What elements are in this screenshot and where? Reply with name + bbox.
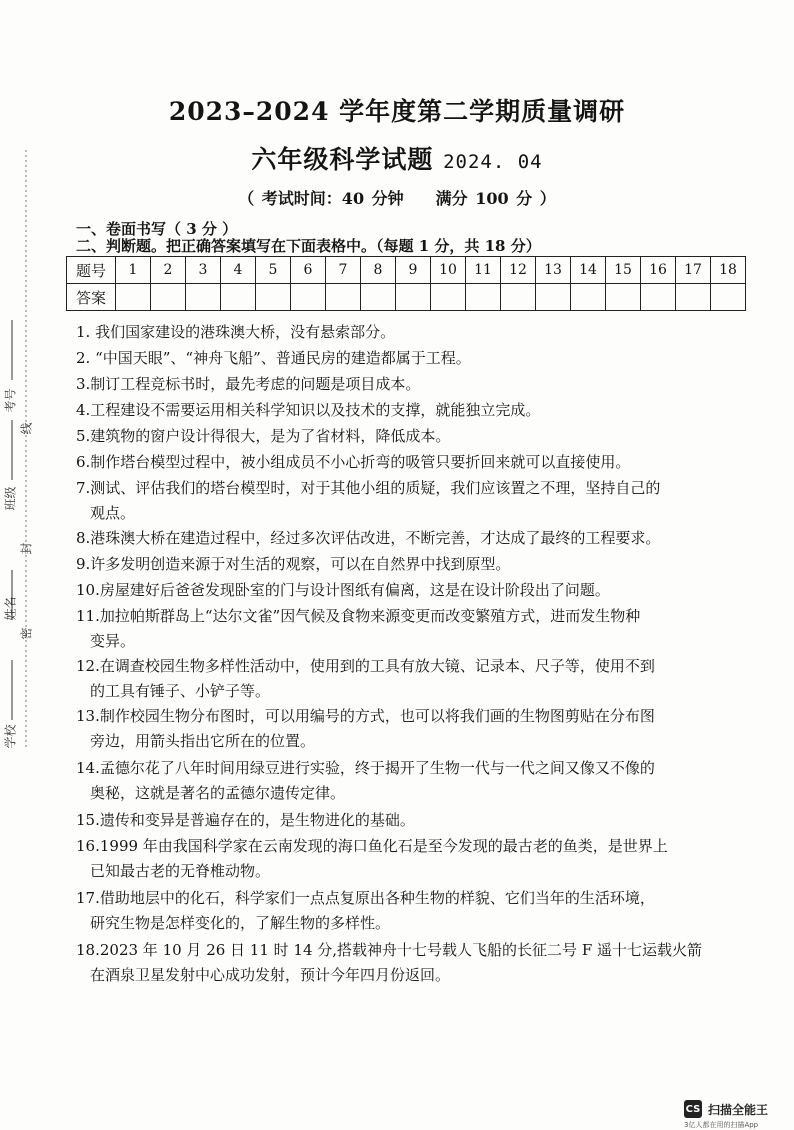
binding-name: 姓名: [3, 596, 18, 621]
question-17: [76, 886, 776, 936]
question-text: 2. “中国天眼”、“神舟飞船”、普通民房的建造都属于工程。: [76, 349, 471, 367]
table-cell-number: 18: [711, 257, 746, 284]
answer-cell[interactable]: [326, 284, 361, 311]
answer-cell[interactable]: [116, 284, 151, 311]
question-text: 5.建筑物的窗户设计得很大，是为了省材料，降低成本。: [76, 427, 451, 445]
question-text-cont: 奥秘，这就是著名的孟德尔遗传定律。: [90, 784, 346, 802]
table-row-answers: [67, 284, 746, 311]
exam-subtitle: [0, 140, 794, 176]
question-text-cont: 的工具有锤子、小铲子等。: [90, 682, 271, 700]
question-15: [76, 808, 776, 833]
table-header-number: 题号: [67, 257, 116, 284]
answer-cell[interactable]: [431, 284, 466, 311]
table-cell-number: 15: [606, 257, 641, 284]
table-cell-number: 3: [186, 257, 221, 284]
question-text: 16.1999 年由我国科学家在云南发现的海口鱼化石是至今发现的最古老的鱼类，是世界上: [76, 837, 668, 855]
answer-cell[interactable]: [606, 284, 641, 311]
answer-cell[interactable]: [536, 284, 571, 311]
question-text-cont: 观点。: [90, 504, 136, 522]
question-11: [76, 604, 776, 654]
binding-school: 学校: [3, 724, 18, 749]
question-text: 13.制作校园生物分布图时，可以用编号的方式，也可以将我们画的生物图剪贴在分布图: [76, 707, 655, 725]
cs-logo-icon: CS: [684, 1100, 702, 1118]
answer-cell[interactable]: [186, 284, 221, 311]
exam-title: 2023–2024 学年度第二学期质量调研: [168, 97, 626, 126]
table-cell-number: 6: [291, 257, 326, 284]
table-cell-number: 7: [326, 257, 361, 284]
table-cell-number: 8: [361, 257, 396, 284]
answer-cell[interactable]: [466, 284, 501, 311]
section-true-false: 二、判断题。把正确答案填写在下面表格中。（每题 1 分，共 18 分）: [76, 237, 541, 255]
question-13: [76, 704, 776, 754]
table-row-numbers: [67, 257, 746, 284]
answer-cell[interactable]: [291, 284, 326, 311]
table-cell-number: 4: [221, 257, 256, 284]
answer-cell[interactable]: [711, 284, 746, 311]
answer-cell[interactable]: [151, 284, 186, 311]
table-cell-number: 5: [256, 257, 291, 284]
answer-cell[interactable]: [256, 284, 291, 311]
exam-info: （ 考试时间：40 分钟 满分 100 分 ）: [238, 189, 556, 208]
table-cell-number: 12: [501, 257, 536, 284]
exam-date: 2024. 04: [443, 151, 543, 173]
question-12: [76, 654, 776, 704]
question-text: 3.制订工程竞标书时，最先考虑的问题是项目成本。: [76, 375, 421, 393]
table-header-answer: 答案: [67, 284, 116, 311]
answer-cell[interactable]: [641, 284, 676, 311]
table-cell-number: 11: [466, 257, 501, 284]
binding-dense-text: 密: [19, 627, 34, 640]
question-text-cont: 旁边，用箭头指出它所在的位置。: [90, 732, 316, 750]
question-4: [76, 398, 776, 423]
answer-cell[interactable]: [676, 284, 711, 311]
question-text: 10.房屋建好后爸爸发现卧室的门与设计图纸有偏离，这是在设计阶段出了问题。: [76, 581, 610, 599]
question-6: [76, 450, 776, 475]
question-text: 17.借助地层中的化石，科学家们一点点复原出各种生物的样貌、它们当年的生活环境，: [76, 889, 655, 907]
question-8: [76, 526, 776, 551]
table-cell-number: 17: [676, 257, 711, 284]
question-1: [76, 320, 776, 345]
table-cell-number: 2: [151, 257, 186, 284]
question-5: [76, 424, 776, 449]
scanner-app-name: 扫描全能王: [708, 1102, 769, 1117]
binding-exam-no: 考号: [3, 388, 18, 413]
table-cell-number: 13: [536, 257, 571, 284]
question-text-cont: 已知最古老的无脊椎动物。: [90, 862, 271, 880]
subtitle-text: 六年级科学试题: [251, 145, 434, 174]
question-16: [76, 834, 776, 884]
question-3: [76, 372, 776, 397]
answer-cell[interactable]: [396, 284, 431, 311]
question-text-cont: 在酒泉卫星发射中心成功发射，预计今年四月份返回。: [90, 966, 451, 984]
answer-cell[interactable]: [571, 284, 606, 311]
section-handwriting: 一、卷面书写（ 3 分 ）: [76, 220, 238, 238]
answer-cell[interactable]: [501, 284, 536, 311]
question-14: [76, 756, 776, 806]
question-text: 12.在调查校园生物多样性活动中，使用到的工具有放大镜、记录本、尺子等，使用不到: [76, 657, 655, 675]
question-text: 18.2023 年 10 月 26 日 11 时 14 分,搭载神舟十七号载人飞船的长征二号 F 遥十七运载火箭: [76, 941, 703, 959]
question-text: 7.测试、评估我们的塔台模型时，对于其他小组的质疑，我们应该置之不理，坚持自己的: [76, 479, 661, 497]
answer-table: [66, 256, 746, 311]
scanner-tagline: 3亿人都在用的扫描App: [684, 1121, 759, 1129]
question-9: [76, 552, 776, 577]
table-cell-number: 10: [431, 257, 466, 284]
question-text: 15.遗传和变异是普遍存在的，是生物进化的基础。: [76, 811, 415, 829]
answer-cell[interactable]: [361, 284, 396, 311]
table-cell-number: 1: [116, 257, 151, 284]
question-text-cont: 研究生物是怎样变化的，了解生物的多样性。: [90, 914, 391, 932]
table-cell-number: 14: [571, 257, 606, 284]
question-text: 11.加拉帕斯群岛上“达尔文雀”因气候及食物来源变更而改变繁殖方式，进而发生物种: [76, 607, 641, 625]
binding-seal-text: 封: [19, 542, 34, 555]
question-7: [76, 476, 776, 526]
question-text: 6.制作塔台模型过程中，被小组成员不小心折弯的吸管只要折回来就可以直接使用。: [76, 453, 631, 471]
question-text: 9.许多发明创造来源于对生活的观察，可以在自然界中找到原型。: [76, 555, 511, 573]
question-2: [76, 346, 776, 371]
table-cell-number: 16: [641, 257, 676, 284]
question-text-cont: 变异。: [90, 632, 136, 650]
question-18: [76, 938, 776, 988]
question-text: 8.港珠澳大桥在建造过程中，经过多次评估改进，不断完善，才达成了最终的工程要求。: [76, 529, 661, 547]
answer-cell[interactable]: [221, 284, 256, 311]
question-text: 1. 我们国家建设的港珠澳大桥，没有悬索部分。: [76, 323, 396, 341]
binding-class: 班级: [3, 486, 18, 511]
scanner-watermark: [684, 1100, 769, 1129]
binding-line-text: 线: [19, 422, 34, 435]
question-text: 4.工程建设不需要运用相关科学知识以及技术的支撑，就能独立完成。: [76, 401, 541, 419]
table-cell-number: 9: [396, 257, 431, 284]
question-text: 14.孟德尔花了八年时间用绿豆进行实验，终于揭开了生物一代与一代之间又像又不像的: [76, 759, 655, 777]
question-10: [76, 578, 776, 603]
